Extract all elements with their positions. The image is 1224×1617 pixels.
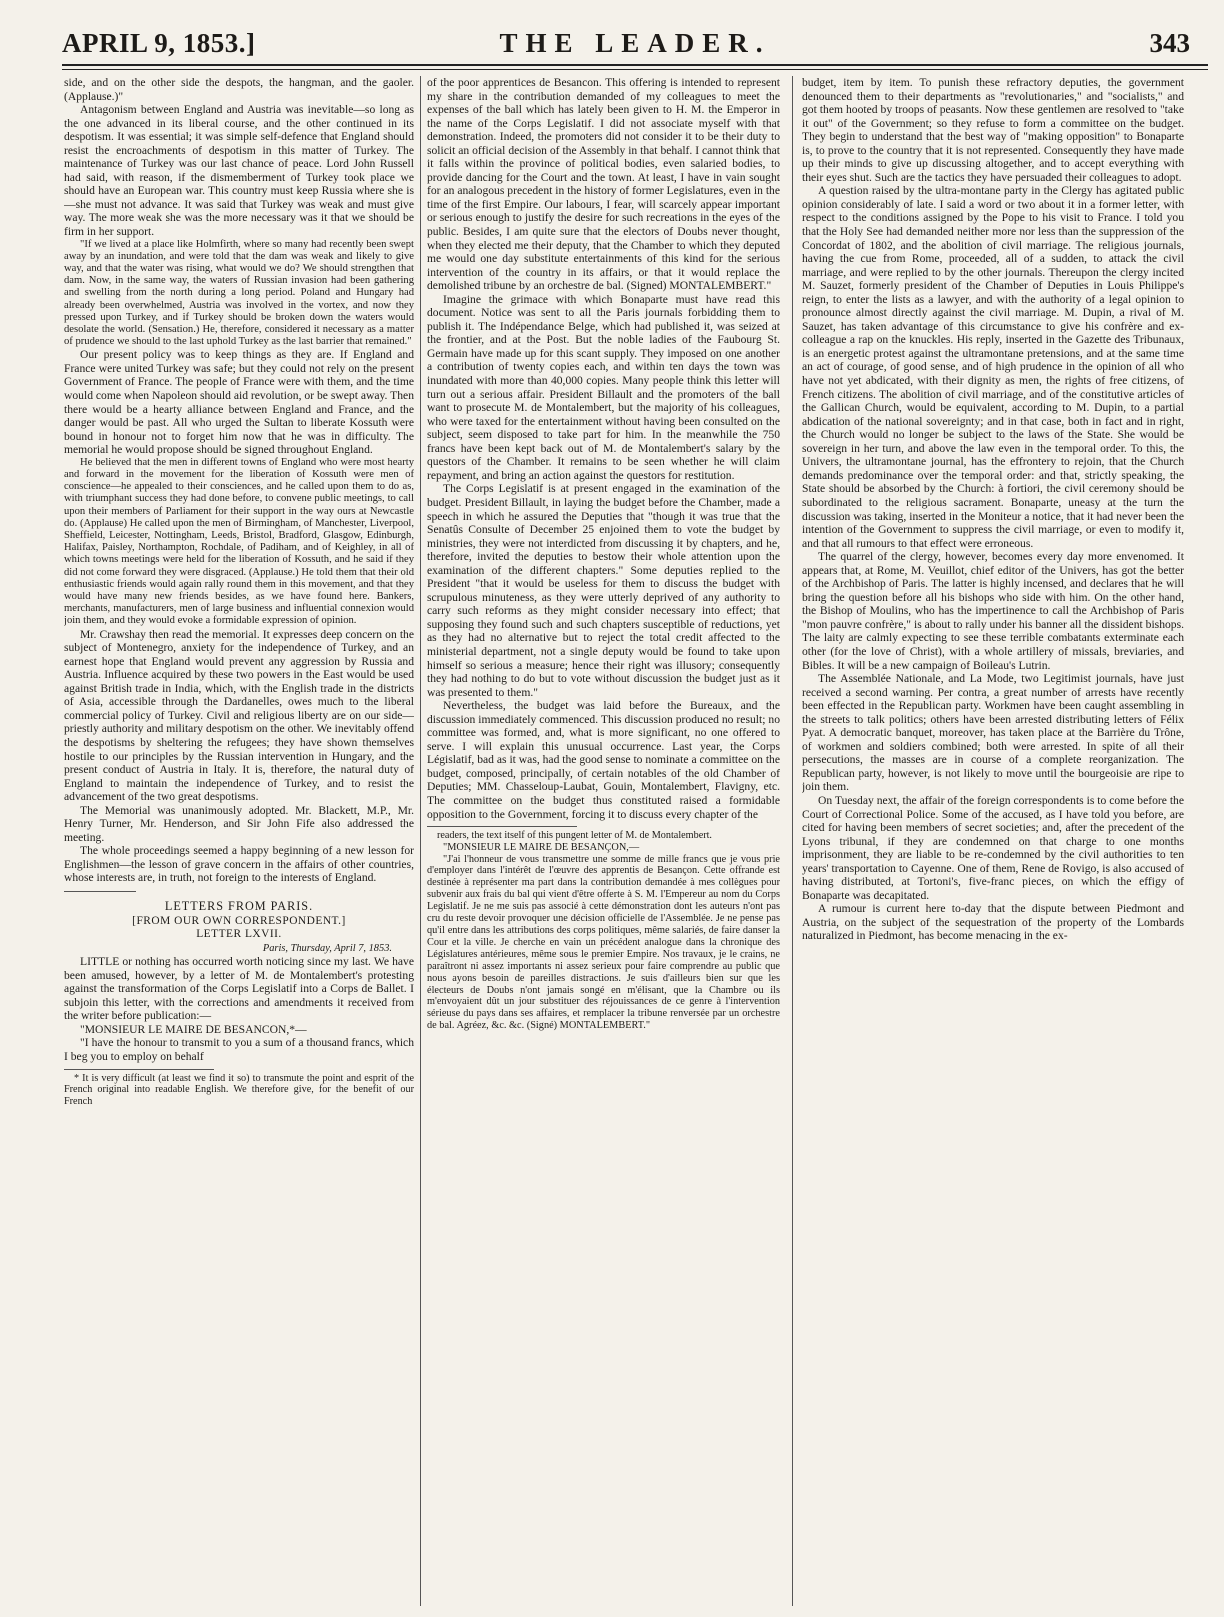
footnote-continued: readers, the text itself of this pungent letter of M. de Montalembert. bbox=[437, 830, 712, 842]
paragraph: The Assemblée Nationale, and La Mode, two Legitimist journals, have just received a second warning. Per contra, a great number of arrests have recently been effected in the Republican party. Workmen have been caught assembling in the streets to talk politics; others have been arrested distributing letters of Félix Pyat. A democratic banquet, moreover, has taken place at the Barrière du Trône, of workmen and soldiers combined; both were arrested. In spite of all their persecutions, the masses are in course of a complete reorganization. The Republican party, however, is not likely to move until the bourgeoisie are ripe to join them. bbox=[802, 672, 1184, 794]
dateline: Paris, Thursday, April 7, 1853. bbox=[262, 942, 392, 954]
paragraph: A question raised by the ultra-montane party in the Clergy has agitated public opinion considerably of late. I said a word or two about it in a former letter, with respect to the conditions assigned by the Pope to his visit to France. I told you that the Holy See had demanded neither more nor less than the suppression of the Concordat of 1802, and the abolition of civil marriage. The religious journals, having the cue from Rome, proceeded, all of a sudden, to attack the civil marriage, and were replied to by the other journals. Thereupon the clergy incited M. Sauzet, formerly president of the Chamber of Deputies in Louis Philippe's reign, to enter the lists as a lawyer, and with the authority of a legal opinion to pronounce almost directly against the civil marriage. M. Dupin, a rival of M. Sauzet, has taken advantage of this circumstance to give his confrère and ex-colleague a rap on the knuckles. His reply, inserted in the Gazette des Tribunaux, is an energetic protest against the ultramontane pretensions, and at the same time an act of courage, of good sense, and of high prudence in the opinion of all who have not yet abdicated, with their dignity as men, the rights of free citizens, of French citizens. The abolition of civil marriage, and of the constitutive articles of the Gallican Church, would be equivalent, according to M. Dupin, to a partial abdication of the national sovereignty; and in that case, both in fact and in right, the Church would no longer be subject to the laws of the State. She would be sovereign in her turn, and above the law even in the temporal order. To this, the Univers, the ultramontane journal, has the effrontery to rejoin, that the Church demands predominance over the temporal order: and that, strictly speaking, the State should be absorbed by the Church: à fortiori, the civil ceremony should be subordinated to the religious sacrament. Bonaparte, uneasy at the turn the discussion was taking, inserted in the Moniteur a notice, that it had never been the intention of the Government to suppress the civil marriage, or even to modify it, and that all rumours to that effect were erroneous. bbox=[802, 184, 1184, 550]
newspaper-title: THE LEADER. bbox=[499, 28, 771, 58]
paragraph: budget, item by item. To punish these refractory deputies, the government denounced them to their departments as "revolutionaries," and "socialists," and got them hooted by troops of peasants. Now these gentlemen are resolved to "take it out" of the Government; so they refuse to form a committee on the budget. They begin to understand that the best way of "making opposition" to Bonaparte is, to prove to the country that it is not represented. Consequently they have made up their minds to give up discussing altogether, and to accept everything with their eyes shut. Such are the tactics they have persuaded their colleagues to adopt. bbox=[802, 76, 1184, 184]
paragraph: Nevertheless, the budget was laid before the Bureaux, and the discussion immediately commenced. This discussion produced no result; no committee was formed, and, what is more significant, no one offered to serve. I will explain this unusual occurrence. Last year, the Corps Législatif, bad as it was, had the good sense to nominate a committee on the budget, composed, principally, of certain notables of the old Chamber of Deputies; MM. Chasseloup-Laubat, Gouin, Montalembert, Flavigny, etc. The committee on the budget thus constituted raised a formidable opposition to the Government, forcing it to discuss every chapter of the bbox=[427, 699, 780, 821]
column-2 bbox=[427, 76, 780, 1608]
header-rule-thin bbox=[62, 69, 1208, 70]
section-rule bbox=[64, 891, 136, 892]
paragraph: side, and on the other side the despots, the hangman, and the gaoler. (Applause.)" bbox=[64, 76, 414, 103]
letter-salutation: "MONSIEUR LE MAIRE DE BESANÇON,— bbox=[443, 841, 640, 853]
issue-date: APRIL 9, 1853.] bbox=[62, 28, 256, 58]
footnote: * It is very difficult (at least we find it so) to transmute the point and esprit of the French original into readable English. We therefore give, for the benefit of our French bbox=[64, 1072, 414, 1107]
page-number: 343 bbox=[1149, 28, 1190, 58]
paragraph: The Memorial was unanimously adopted. Mr. Blackett, M.P., Mr. Henry Turner, Mr. Henderson, and Sir John Fife also addressed the meeting. bbox=[64, 803, 414, 844]
section-heading: LETTERS FROM PARIS. bbox=[164, 899, 314, 913]
paragraph: On Tuesday next, the affair of the foreign correspondents is to come before the Court of Correctional Police. Some of the accused, as I have told you before, are cited for having been members of secret societies; and, after the precedent of the Lyons tribunal, if they are condemned on that charge to one months imprisonment, they are liable to be re-condemned by the civil authorities to ten years' transportation to Cayenne. One of them, Rene de Rovigo, is also accused of having distributed, at Tortoni's, five-franc pieces, on which the effigy of Bonaparte was decapitated. bbox=[802, 793, 1184, 902]
paragraph: of the poor apprentices de Besancon. This offering is intended to represent my share in the contribution demanded of my colleagues to meet the expenses of the ball which has lately been given to H. M. the Emperor in the name of the Corps Legislatif. I did not associate myself with that demonstration. Indeed, the promoters did not consider it to be their duty to solicit an official decision of the Assembly in that behalf. I cannot think that it falls within the province of political bodies, even salaried bodies, to provide dancing for the Court and the town. At least, I have in vain sought for an analogous precedent in the history of former Legislatures, even in the time of the first Empire. Our labours, I fear, will scarcely appear important or serious enough to justify the desire for such recreations in the eyes of the public. Besides, I am quite sure that the electors of Doubs never thought, when they elected me their deputy, that the Chamber to which they deputed me would one day substitute entertainments of this kind for the serious intervention of the country in its affairs, or that it would replace the demolished tribune by an orchestre de bal. (Signed) MONTALEMBERT." bbox=[427, 76, 780, 293]
paragraph: Antagonism between England and Austria was inevitable—so long as the one advanced in its liberal course, and the other continued in its despotism. It was essential; it was simple self-defence that England should resist the encroachments of despotism in this matter of Turkey. The maintenance of Turkey was our last chance of peace. Lord John Russell had said, with reason, if the dismemberment of Turkey took place we should have an European war. This country must keep Russia where she is—she must not advance. It was said that Turkey was weak and must give way. The more weak she was the more necessary was it that we should be firm in her support. bbox=[64, 103, 414, 239]
footnote-rule bbox=[64, 1069, 214, 1070]
paragraph: Imagine the grimace with which Bonaparte must have read this document. Notice was sent to all the Paris journals forbidding them to publish it. The Indépendance Belge, which had published it, was seized at the frontier, and at the Post. But the noble ladies of the Faubourg St. Germain have made up for this scant supply. They imposed on one another a contribution of twenty copies each, and within ten days the town was inundated with more than 40,000 copies. Many people think this letter will turn out a serious affair. President Billault and the promoters of the ball want to prosecute M. de Montalembert, but the majority of his colleagues, who were taxed for the entertainment without having been consulted on the subject, seem disposed to take part for him. In the meanwhile the 750 francs have been kept back out of M. de Montalembert's salary by the questors of the Chamber. It remains to be seen whether he will claim repayment, and bring an action against the questors for restitution. bbox=[427, 292, 780, 482]
column-3 bbox=[802, 76, 1184, 1608]
paragraph: LITTLE or nothing has occurred worth noticing since my last. We have been amused, however, by a letter of M. de Montalembert's protesting against the transformation of the Corps Legislatif into a Corps de Ballet. I subjoin this letter, with the corrections and amendments it received from the writer before publication:— bbox=[64, 955, 414, 1023]
header-rule bbox=[62, 64, 1208, 66]
section-subheading: [FROM OUR OWN CORRESPONDENT.] bbox=[132, 914, 346, 927]
paragraph: The Corps Legislatif is at present engaged in the examination of the budget. President Billault, in laying the budget before the Chamber, made a speech in which he assured the Deputies that "though it was true that the Senatûs Consulte of December 25 enjoined them to vote the budget by ministries, they were not interdicted from discussing it by chapters, and he, therefore, invited the deputies to bestow their whole attention upon the examination of the different chapters." Some deputies replied to the President "that it would be useless for them to discuss the budget with scrupulous minuteness, as they were utterly deprived of any authority to carry such reforms as they might consider necessary into effect; that supposing they found such and such chapters susceptible of reductions, yet as they had no alternative but to reject the total credit affected to the ministerial department, not a single deputy would be found to take upon himself so serious a measure; hence their right was illusory; consequently they had nothing to do but to vote without discussion the budget just as it was presented to them." bbox=[427, 482, 780, 699]
footnote-rule bbox=[427, 826, 577, 827]
letter-number: LETTER LXVII. bbox=[196, 928, 282, 941]
paragraph: "I have the honour to transmit to you a sum of a thousand francs, which I beg you to employ on behalf bbox=[64, 1036, 414, 1064]
letter-salutation: "MONSIEUR LE MAIRE DE BESANCON,*— bbox=[80, 1022, 307, 1036]
column-divider bbox=[792, 76, 793, 1606]
paragraph: Our present policy was to keep things as they are. If England and France were united Turkey was safe; but they could not rely on the present Government of France. The people of France were with them, and the time would come when Napoleon should aid revolution, or be swept away. Then there would be a hearty alliance between England and France, and the danger would be past. All who urged the Sultan to liberate Kossuth were bound in honour not to forget him now that he was in difficulty. The memorial he would propose should be signed throughout England. bbox=[64, 348, 414, 457]
paragraph: Mr. Crawshay then read the memorial. It expresses deep concern on the subject of Montenegro, anxiety for the independence of Turkey, and an earnest hope that England would prevent any aggression by Russia and Austria. Influence acquired by these two powers in the East would be used against British trade in India, which, with the English trade in the districts of Asia, accessible through the Dardanelles, owes much to the liberal commercial policy of Turkey. Civil and religious liberty are on our side—priestly authority and military despotism on the other. We inevitably offend the despotisms by sheltering the refugees; they have shown themselves hostile to our principles by the Russian intervention in Hungary, and the present conduct of Austria in Italy. It is, therefore, the natural duty of England to maintain the independence of Turkey, and to resist the advancement of the two great despotisms. bbox=[64, 627, 414, 804]
column-1 bbox=[64, 76, 414, 1608]
paragraph: The whole proceedings seemed a happy beginning of a new lesson for Englishmen—the lesson of grave concern in the affairs of other countries, whose interests are, in truth, not foreign to the interests of England. bbox=[64, 844, 414, 885]
paragraph: He believed that the men in different towns of England who were most hearty and forward in the movement for the liberation of Kossuth were men of conscience—he appealed to their consciences, and he called upon them to do as, with triumphant success they had done before, to convene public meetings, to call upon their members of Parliament for their support in the way ours at Newcastle do. (Applause) He called upon the men of Birmingham, of Manchester, Liverpool, Sheffield, Leicester, Nottingham, Leeds, Bristol, Bradford, Glasgow, Edinburgh, Halifax, Paisley, Northampton, Rochdale, of Padiham, and of Keighley, in all of which towns meetings were held for the liberation of Kossuth, and he said if they did not come forward they were disgraced. (Applause.) He told them that their old enthusiastic friends would again rally round them in this movement, and that they would have many new friends besides, as we have found here. Bankers, merchants, manufacturers, men of large business and influential connexion would join them, and they would evoke a formidable expression of opinion. bbox=[64, 456, 414, 627]
column-divider bbox=[420, 76, 421, 1606]
paragraph: A rumour is current here to-day that the dispute between Piedmont and Austria, on the subject of the sequestration of the property of the Lombards naturalized in Piedmont, has become menacing in the ex- bbox=[802, 902, 1184, 943]
french-letter: "J'ai l'honneur de vous transmettre une somme de mille francs que je vous prie d'employer dans l'intérêt de l'œuvre des apprentis de Besançon. Cette offrande est destinée à représenter ma part dans la contribution demandée à mes collègues pour subvenir aux frais du bal qui vient d'être offerte à S. M. l'Empereur au nom du Corps Legislatif. Je ne me suis pas associé à cette démonstration dont les auteurs n'ont pas cru du reste devoir provoquer une décision officielle de l'Assemblée. Je ne pense pas qu'il entre dans les attributions des corps politiques, même salariés, de faire danser la Cour et la ville. Je cherche en vain un précédent analogue dans la chronique des Législatures antérieures, même sous le premier Empire. Nos travaux, je le crains, ne paraîtront ni assez importants ni assez serieux pour faire comprendre au public que nous ayons besoin de pareilles distractions. Je suis d'ailleurs bien sur que les électeurs de Doubs n'ont jamais songé en m'élisant, que la Chambre ou ils m'envoyaient dût un jour substituer des réjouissances de ce genre à l'intervention sérieuse du pays dans ses affaires, et remplacer la tribune renversée par un orchestre de bal. Agréez, &c. &c. (Signé) MONTALEMBERT." bbox=[427, 853, 780, 1032]
paragraph: "If we lived at a place like Holmfirth, where so many had recently been swept away by an inundation, and were told that the dam was weak and likely to give way, and that the water was rising, what would we do? We should strengthen that dam. Now, in the same way, the waters of Russian invasion had been gathering and swelling from the north during a long period. Poland and Hungary had already been overwhelmed, Austria was involved in the vortex, and now they pressed upon Turkey, and if Turkey should be broken down the waters would desolate the world. (Sensation.) He, therefore, considered it necessary as a matter of prudence we should to the last uphold Turkey as the last barrier that remained." bbox=[64, 238, 414, 348]
page-header bbox=[62, 22, 1208, 62]
paragraph: The quarrel of the clergy, however, becomes every day more envenomed. It appears that, at Rome, M. Veuillot, chief editor of the Univers, has got the better of the Archbishop of Paris. The latter is highly incensed, and declares that he will bring the question before all his bishops who side with him. On the other hand, the Bishop of Moulins, who has the impertinence to call the Archbishop of Paris "mon pauvre confrère," is about to rally under his banner all the dissident bishops. The laity are calmly expecting to see these terrible combatants exterminate each other (for the love of Christ), with a whole artillery of missals, breviaries, and Bibles. It will be a new campaign of Boileau's Lutrin. bbox=[802, 550, 1184, 672]
